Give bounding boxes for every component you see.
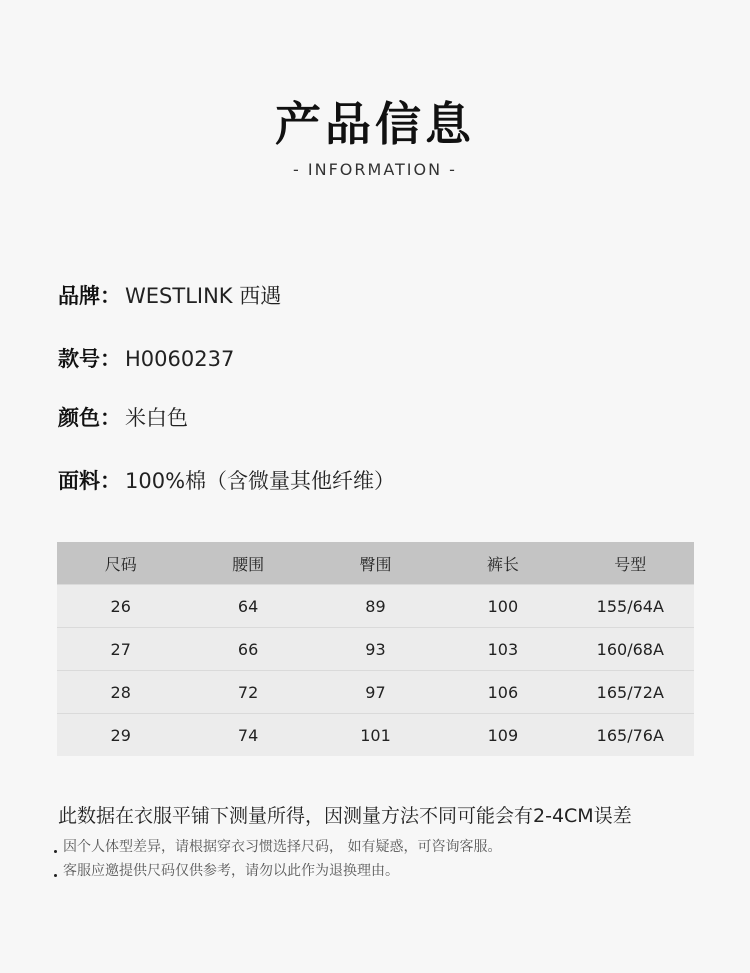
table-cell: 160/68A [567,628,694,671]
table-cell: 93 [312,628,439,671]
table-cell: 97 [312,671,439,714]
measurement-note: 此数据在衣服平铺下测量所得，因测量方法不同可能会有2-4CM误差 [58,805,632,827]
table-cell: 64 [184,585,311,628]
header-waist: 腰围 [184,542,311,585]
bullet-icon [54,850,57,853]
table-cell: 74 [184,714,311,757]
info-brand-value: WESTLINK 西遇 [125,284,282,308]
info-color-label: 颜色： [58,406,121,430]
info-style-number [58,343,234,373]
table-cell: 29 [57,714,184,757]
info-style-number-value: H0060237 [125,347,235,371]
table-header-row [57,542,694,585]
table-cell: 109 [439,714,566,757]
header-fit: 号型 [567,542,694,585]
table-cell: 106 [439,671,566,714]
header-size: 尺码 [57,542,184,585]
info-color [58,402,188,432]
table-cell: 155/64A [567,585,694,628]
list-item [54,860,501,884]
list-item [54,836,501,860]
info-brand [58,280,281,310]
info-fabric-label: 面料： [58,469,121,493]
info-brand-label: 品牌： [58,284,121,308]
info-fabric [58,465,395,495]
table-cell: 66 [184,628,311,671]
table-cell: 27 [57,628,184,671]
table-cell: 101 [312,714,439,757]
table-cell: 26 [57,585,184,628]
table-cell: 28 [57,671,184,714]
table-cell: 89 [312,585,439,628]
table-cell: 165/72A [567,671,694,714]
table-row [57,628,694,671]
table-cell: 103 [439,628,566,671]
table-cell: 100 [439,585,566,628]
bullet-icon [54,874,57,877]
page-subtitle: - INFORMATION - [293,160,457,179]
table-cell: 72 [184,671,311,714]
header-hip: 臀围 [312,542,439,585]
note-text: 客服应邀提供尺码仅供参考，请勿以此作为退换理由。 [63,863,399,879]
info-color-value: 米白色 [125,406,188,430]
page-title: 产品信息 [275,97,475,151]
header-length: 裤长 [439,542,566,585]
size-table [57,542,694,756]
table-row [57,585,694,628]
note-text: 因个人体型差异，请根据穿衣习惯选择尺码， 如有疑惑，可咨询客服。 [63,839,502,855]
info-style-number-label: 款号： [58,347,121,371]
table-row [57,671,694,714]
table-row [57,714,694,757]
table-cell: 165/76A [567,714,694,757]
info-fabric-value: 100%棉（含微量其他纤维） [125,469,396,493]
note-list [54,836,501,884]
